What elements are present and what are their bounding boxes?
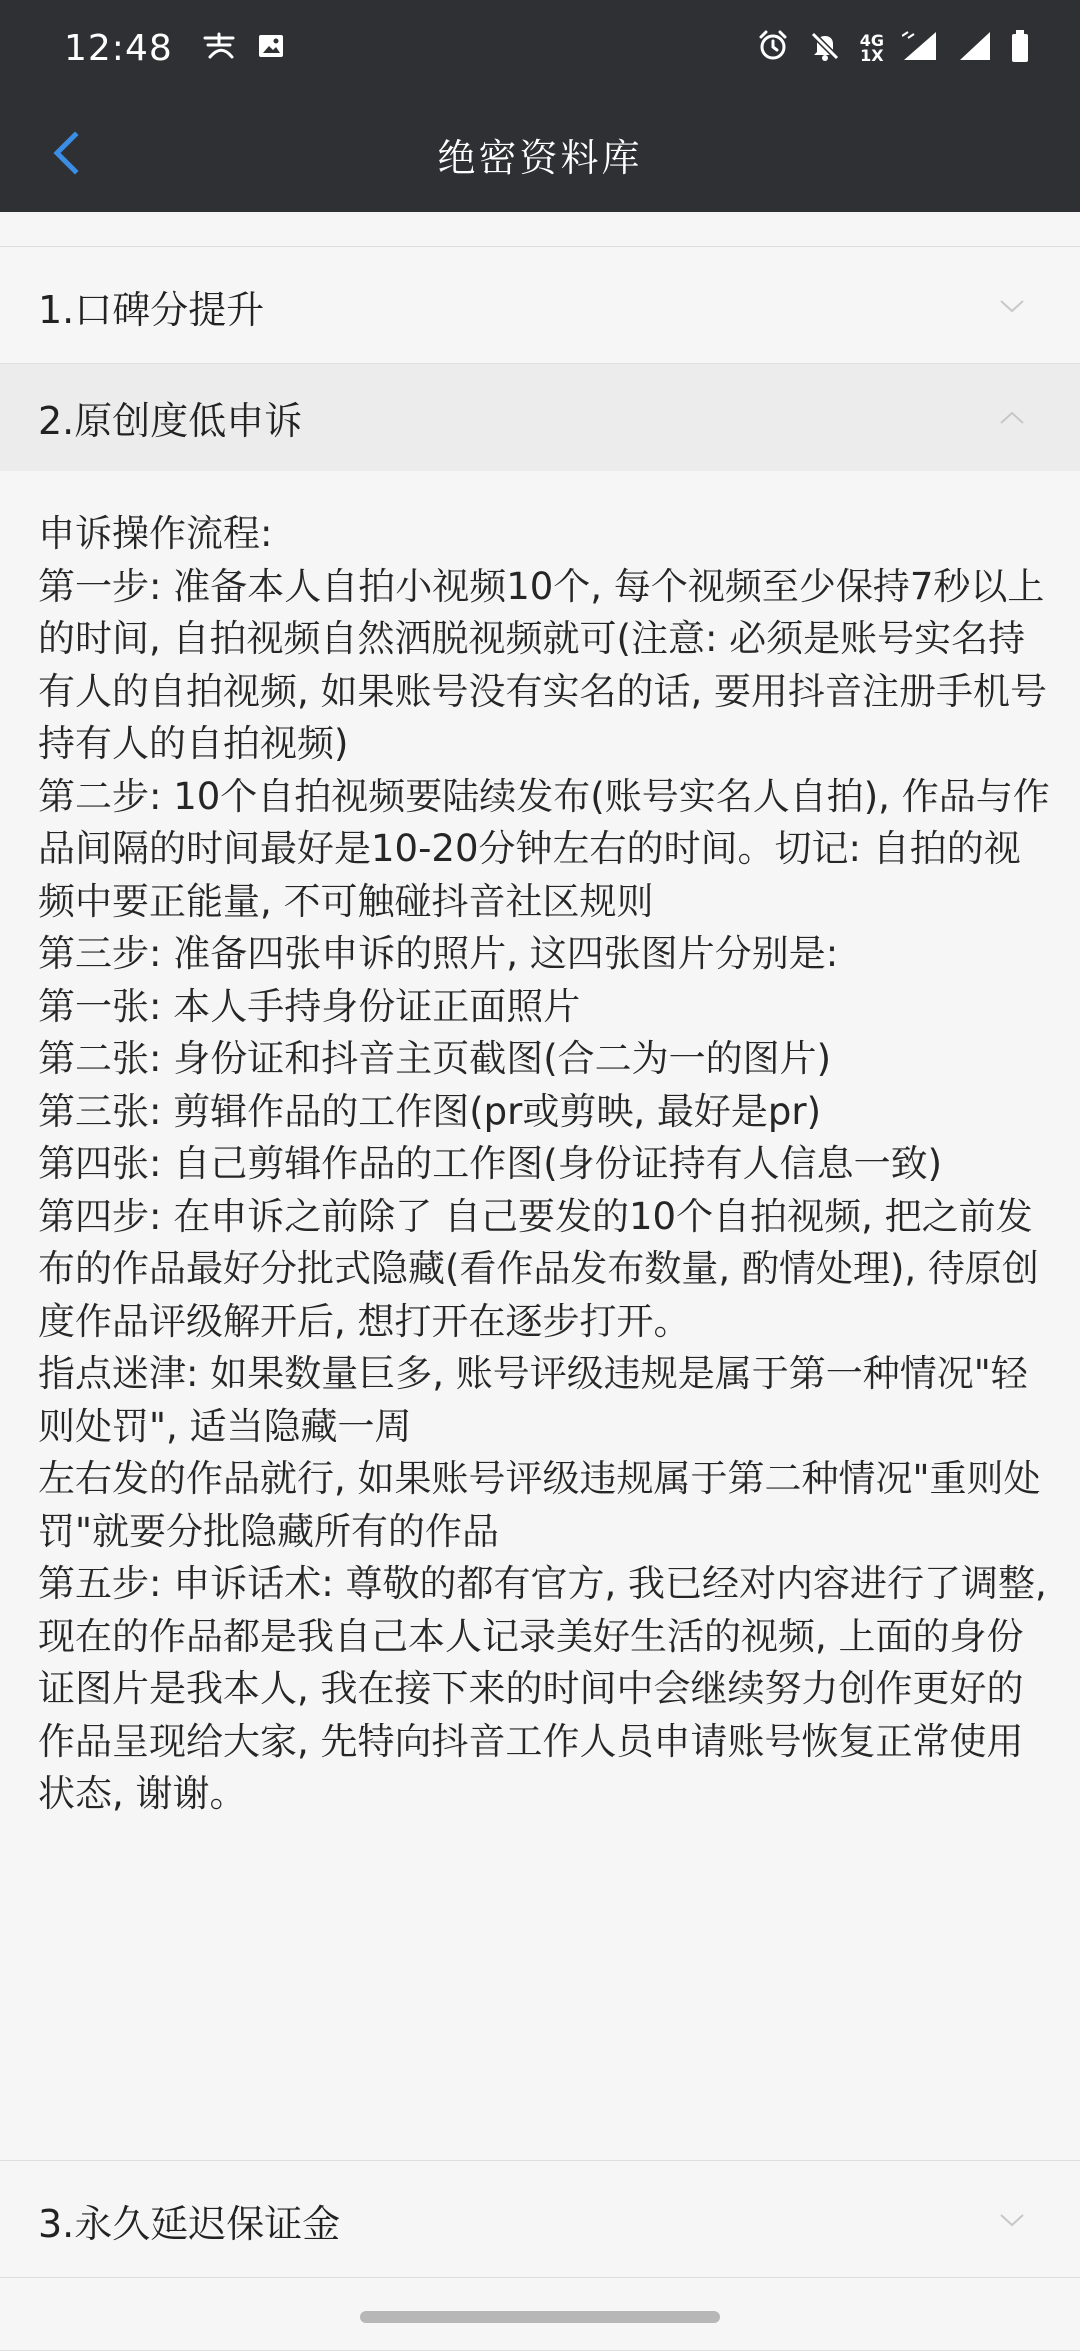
status-right-icons (756, 29, 1030, 67)
section-3-title: 3.永久延迟保证金 (38, 2201, 341, 2246)
chevron-down-icon (996, 290, 1028, 322)
alarm-icon (756, 29, 790, 67)
status-time: 12:48 (64, 27, 173, 69)
section-1-header[interactable] (0, 247, 1080, 365)
battery-icon (1010, 29, 1030, 67)
section-3-header[interactable] (0, 2161, 1080, 2279)
signal-icon-secondary (958, 30, 992, 66)
section-2-content: 申诉操作流程: 第一步: 准备本人自拍小视频10个, 每个视频至少保持7秒以上的时间, 自拍视频自然洒脱视频就可(注意: 必须是账号实名持有人的自拍视频, 如果账号没有实名的话, 要用抖音注册手机号持有人的自拍视频) 第二步: 10个自拍视频要陆续发布(账号实名人自拍), 作品与作品间隔的时间最好是10-20分钟左右的时间。切记: 自拍的视频中要正能量, 不可触碰抖音社区规则 第三步: 准备四张申诉的照片, 这四张图片分别是: 第一张: 本人手持身份证正面照片 第二张: 身份证和抖音主页截图(合二为一的图片) 第三张: 剪辑作品的工作图(pr或剪映, 最好是pr) 第四张: 自己剪辑作品的工作图(身份证持有人信息一致) 第四步: 在申诉之前除了 自己要发的10个自拍视频, 把之前发布的作品最好分批式隐藏(看作品发布数量, 酌情处理), 待原创度作品评级解开后, 想打开在逐步打开。 指点迷津: 如果数量巨多, 账号评级违规是属于第一种情况"轻则处罚", 适当隐藏一周 左右发的作品就行, 如果账号评级违规属于第二种情况"重则处罚"就要分批隐藏所有的作品 第五步: 申诉话术: 尊敬的都有官方, 我已经对内容进行了调整, 现在的作品都是我自己本人记录美好生活的视频, 上面的身份证图片是我本人, 我在接下来的时间中会继续努力创作更好的作品呈现给大家, 先特向抖音工作人员申请账号恢复正常使用状态, 谢谢。 (38, 512, 1050, 1815)
network-label: 4G 1X (859, 31, 884, 65)
chevron-left-icon (47, 129, 87, 177)
section-2-title: 2.原创度低申诉 (38, 399, 303, 443)
app-bar (0, 96, 1080, 212)
status-left-icons (199, 31, 285, 65)
section-3 (0, 2160, 1080, 2278)
status-bar (0, 0, 1080, 96)
signal-icon (902, 30, 940, 66)
section-1 (0, 246, 1080, 364)
notifications-off-icon (808, 29, 842, 67)
home-indicator[interactable] (360, 2311, 720, 2323)
content-area (0, 212, 1080, 2340)
back-button[interactable] (35, 121, 99, 185)
chevron-up-icon (996, 402, 1028, 434)
section-1-title: 1.口碑分提升 (38, 287, 265, 332)
gallery-icon (257, 32, 285, 64)
pay-icon (199, 31, 239, 65)
section-2-header[interactable] (0, 364, 1080, 471)
section-2 (0, 364, 1080, 2351)
page-title: 绝密资料库 (437, 135, 643, 180)
chevron-down-icon (996, 2204, 1028, 2236)
